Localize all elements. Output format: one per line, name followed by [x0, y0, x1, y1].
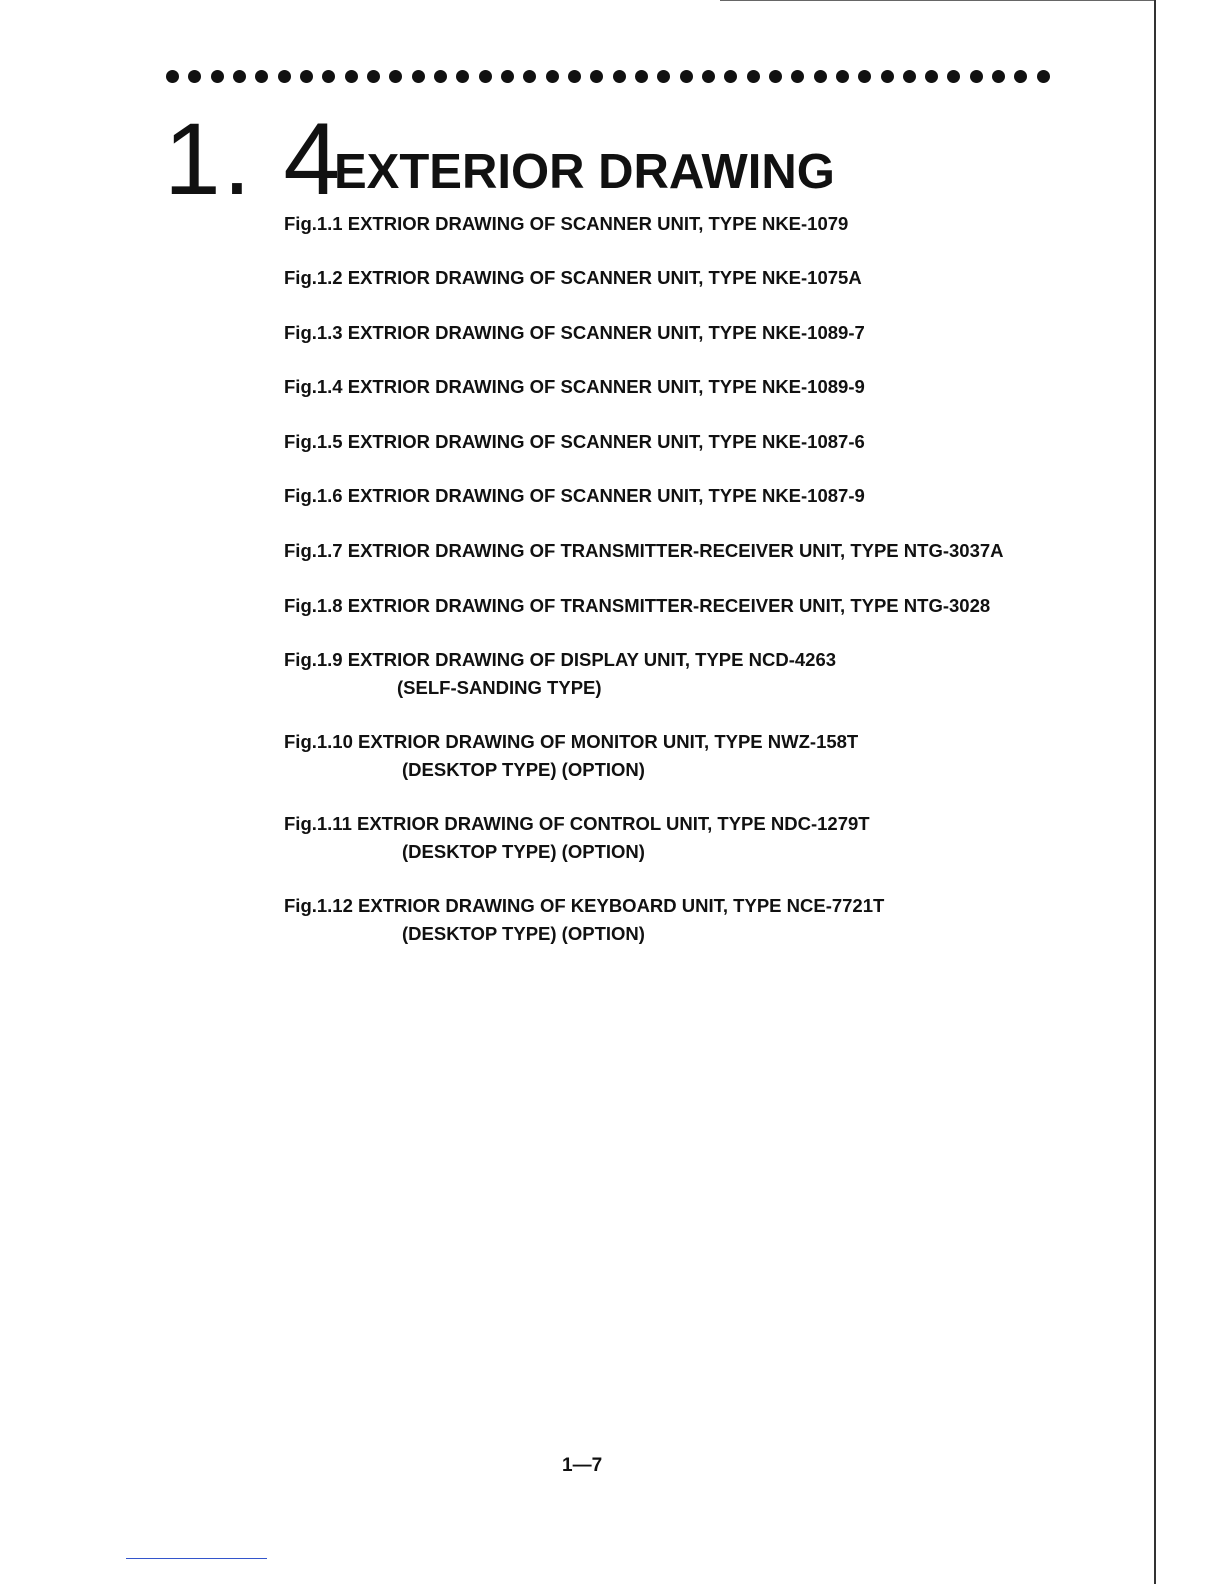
bullet-dot: [970, 70, 983, 83]
bullet-dot: [791, 70, 804, 83]
right-page-border: [1154, 0, 1156, 1584]
figure-item-9: [284, 646, 836, 702]
bullet-dot: [836, 70, 849, 83]
bullet-dot: [501, 70, 514, 83]
bullet-dot: [702, 70, 715, 83]
bullet-dot: [345, 70, 358, 83]
bullet-dot: [568, 70, 581, 83]
bullet-dot: [590, 70, 603, 83]
figure-item-4: [284, 373, 865, 401]
bullet-dot: [479, 70, 492, 83]
page-number: 1—7: [562, 1455, 603, 1476]
figure-item-8: [284, 592, 990, 620]
dot-separator: [166, 67, 1050, 85]
figure-caption-subline: (DESKTOP TYPE) (OPTION): [402, 923, 645, 944]
figure-caption: Fig.1.2 EXTRIOR DRAWING OF SCANNER UNIT, TYPE NKE-1075A: [284, 267, 862, 288]
figure-item-3: [284, 319, 865, 347]
figure-item-7: [284, 537, 1004, 565]
bullet-dot: [278, 70, 291, 83]
figure-item-2: [284, 264, 862, 292]
bullet-dot: [657, 70, 670, 83]
bullet-dot: [1014, 70, 1027, 83]
figure-item-5: [284, 428, 865, 456]
bullet-dot: [211, 70, 224, 83]
figure-item-10: [284, 728, 858, 784]
section-title: EXTERIOR DRAWING: [334, 145, 835, 199]
bullet-dot: [166, 70, 179, 83]
section-number: 1. 4: [164, 102, 343, 216]
bullet-dot: [188, 70, 201, 83]
bullet-dot: [233, 70, 246, 83]
bullet-dot: [903, 70, 916, 83]
bullet-dot: [1037, 70, 1050, 83]
bullet-dot: [814, 70, 827, 83]
figure-item-1: [284, 210, 848, 238]
bullet-dot: [747, 70, 760, 83]
figure-caption: Fig.1.7 EXTRIOR DRAWING OF TRANSMITTER-RECEIVER UNIT, TYPE NTG-3037A: [284, 540, 1004, 561]
bullet-dot: [255, 70, 268, 83]
figure-caption: Fig.1.9 EXTRIOR DRAWING OF DISPLAY UNIT, TYPE NCD-4263: [284, 649, 837, 670]
figure-caption-subline: (SELF-SANDING TYPE): [397, 677, 602, 698]
bullet-dot: [724, 70, 737, 83]
bullet-dot: [367, 70, 380, 83]
figure-caption: Fig.1.6 EXTRIOR DRAWING OF SCANNER UNIT, TYPE NKE-1087-9: [284, 485, 865, 506]
figure-caption: Fig.1.10 EXTRIOR DRAWING OF MONITOR UNIT, TYPE NWZ-158T: [284, 731, 859, 752]
figure-caption-subline: (DESKTOP TYPE) (OPTION): [402, 759, 645, 780]
bullet-dot: [992, 70, 1005, 83]
bullet-dot: [925, 70, 938, 83]
figure-caption: Fig.1.11 EXTRIOR DRAWING OF CONTROL UNIT, TYPE NDC-1279T: [284, 813, 870, 834]
figure-item-11: [284, 810, 870, 866]
figure-caption: Fig.1.8 EXTRIOR DRAWING OF TRANSMITTER-RECEIVER UNIT, TYPE NTG-3028: [284, 595, 991, 616]
bullet-dot: [523, 70, 536, 83]
bullet-dot: [947, 70, 960, 83]
bullet-dot: [635, 70, 648, 83]
bullet-dot: [680, 70, 693, 83]
figure-caption-subline: (DESKTOP TYPE) (OPTION): [402, 841, 645, 862]
bottom-rule: [126, 1558, 267, 1559]
figure-caption: Fig.1.1 EXTRIOR DRAWING OF SCANNER UNIT, TYPE NKE-1079: [284, 213, 849, 234]
bullet-dot: [434, 70, 447, 83]
bullet-dot: [769, 70, 782, 83]
figure-caption: Fig.1.3 EXTRIOR DRAWING OF SCANNER UNIT, TYPE NKE-1089-7: [284, 322, 865, 343]
figure-item-6: [284, 482, 865, 510]
figure-caption: Fig.1.12 EXTRIOR DRAWING OF KEYBOARD UNIT, TYPE NCE-7721T: [284, 895, 885, 916]
bullet-dot: [881, 70, 894, 83]
figure-caption: Fig.1.4 EXTRIOR DRAWING OF SCANNER UNIT, TYPE NKE-1089-9: [284, 376, 865, 397]
bullet-dot: [858, 70, 871, 83]
bullet-dot: [546, 70, 559, 83]
bullet-dot: [389, 70, 402, 83]
top-scan-rule: [720, 0, 1156, 1]
bullet-dot: [412, 70, 425, 83]
figure-item-12: [284, 892, 884, 948]
bullet-dot: [613, 70, 626, 83]
bullet-dot: [456, 70, 469, 83]
bullet-dot: [322, 70, 335, 83]
bullet-dot: [300, 70, 313, 83]
figure-caption: Fig.1.5 EXTRIOR DRAWING OF SCANNER UNIT, TYPE NKE-1087-6: [284, 431, 865, 452]
